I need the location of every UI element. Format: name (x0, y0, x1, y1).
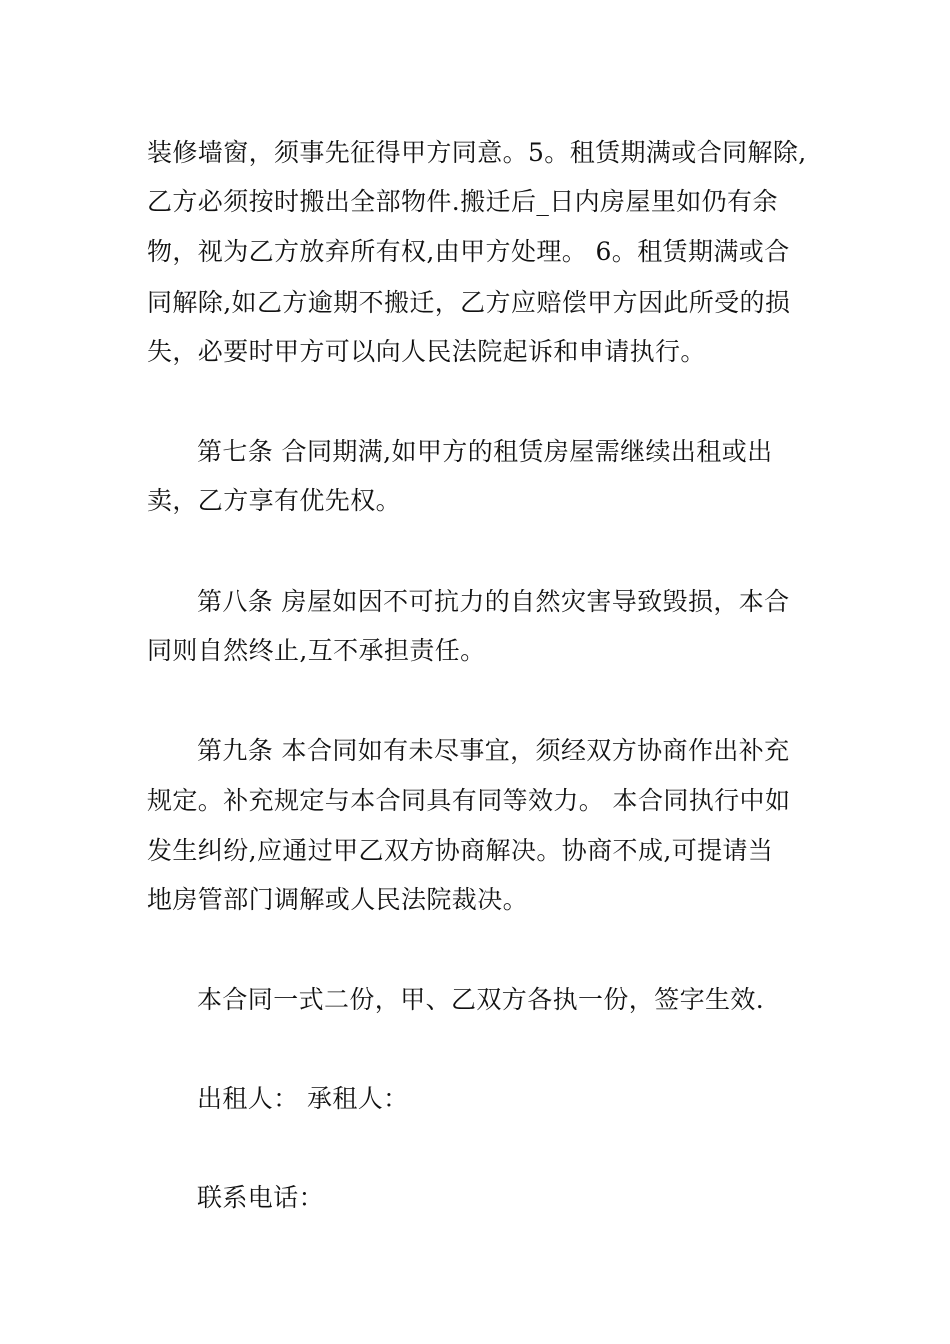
text-line: 卖，乙方享有优先权。 (147, 486, 402, 515)
text-line: 第七条 合同期满,如甲方的租赁房屋需继续出租或出 (197, 437, 773, 466)
text-line: 联系电话： (197, 1183, 325, 1212)
text-line: 地房管部门调解或人民法院裁决。 (147, 885, 529, 914)
text-line: 第九条 本合同如有未尽事宜，须经双方协商作出补充 (197, 736, 790, 765)
text-line: 出租人： 承租人： (197, 1084, 409, 1113)
text-line: 失，必要时甲方可以向人民法院起诉和申请执行。 (147, 337, 706, 366)
text-line: 物，视为乙方放弃所有权,由甲方处理。 6。租赁期满或合 (147, 237, 790, 266)
text-line: 乙方必须按时搬出全部物件.搬迁后_日内房屋里如仍有余 (147, 187, 778, 216)
text-line: 装修墙窗，须事先征得甲方同意。5。租赁期满或合同解除, (147, 138, 807, 167)
text-line: 规定。补充规定与本合同具有同等效力。 本合同执行中如 (147, 786, 791, 815)
text-line: 本合同一式二份，甲、乙双方各执一份，签字生效. (197, 985, 765, 1014)
text-line: 同解除,如乙方逾期不搬迁，乙方应赔偿甲方因此所受的损 (147, 288, 791, 317)
text-line: 发生纠纷,应通过甲乙双方协商解决。协商不成,可提请当 (147, 836, 774, 865)
text-line: 同则自然终止,互不承担责任。 (147, 636, 486, 665)
text-line: 第八条 房屋如因不可抗力的自然灾害导致毁损，本合 (197, 587, 790, 616)
